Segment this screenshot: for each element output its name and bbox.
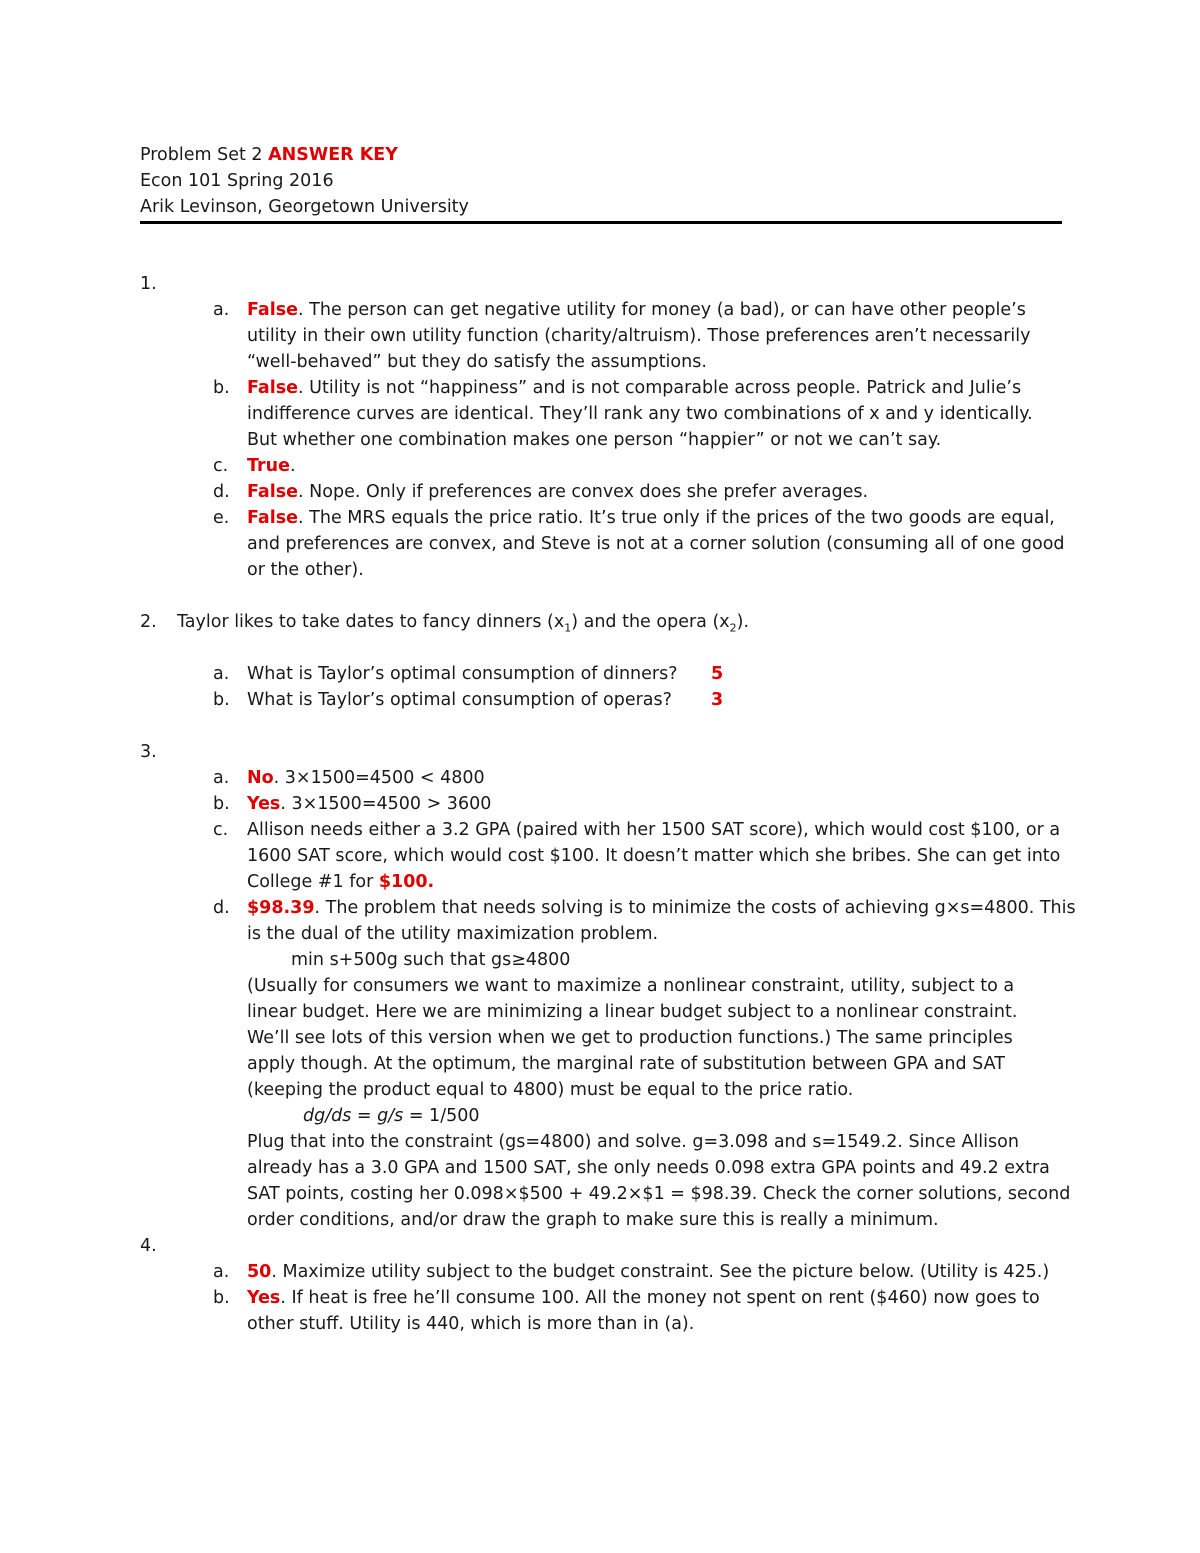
q4b-text-1: . If heat is free he’ll consume 100. All the money not spent on rent ($460) now goes to xyxy=(280,1288,1040,1308)
header-rule xyxy=(140,221,1062,224)
q1b-line-2 xyxy=(140,401,1062,427)
q3-number: 3. xyxy=(140,742,157,762)
q3c-text-1: Allison needs either a 3.2 GPA (paired with her 1500 SAT score), which would cost $100, or a xyxy=(247,820,1061,840)
q3d-line-8 xyxy=(140,1077,1062,1103)
q1b-text-1: . Utility is not “happiness” and is not comparable across people. Patrick and Julie’s xyxy=(298,378,1022,398)
q3d-line-3 xyxy=(140,947,1062,973)
q3c-line-2 xyxy=(140,843,1062,869)
q2-text-1: Taylor likes to take dates to fancy dinners (x xyxy=(177,612,565,632)
q1e-line-1 xyxy=(140,505,1062,531)
q4b-line-2 xyxy=(140,1311,1062,1337)
q1a-text-3: “well-behaved” but they do satisfy the assumptions. xyxy=(247,352,707,372)
q3d-text-10: Plug that into the constraint (gs=4800) and solve. g=3.098 and s=1549.2. Since Allison xyxy=(247,1132,1019,1152)
q1a-answer: False xyxy=(247,300,299,320)
q1b-line-1 xyxy=(140,375,1062,401)
q1e-text-1: . The MRS equals the price ratio. It’s true only if the prices of the two goods are equal, xyxy=(298,508,1055,528)
q4a-marker: a. xyxy=(213,1262,230,1282)
q4b-line-1 xyxy=(140,1285,1062,1311)
q3d-text-6: We’ll see lots of this version when we get to production functions.) The same principles xyxy=(247,1028,1013,1048)
q2b-text: What is Taylor’s optimal consumption of operas? xyxy=(247,690,672,710)
q1e-text-2: and preferences are convex, and Steve is not at a corner solution (consuming all of one good xyxy=(247,534,1065,554)
q1c-line-1 xyxy=(140,453,1062,479)
q4a-answer: 50 xyxy=(247,1262,272,1282)
q1e-line-3 xyxy=(140,557,1062,583)
document-header xyxy=(140,142,1062,220)
q4b-text-2: other stuff. Utility is 440, which is more than in (a). xyxy=(247,1314,695,1334)
q3c-text-2: 1600 SAT score, which would cost $100. It doesn’t matter which she bribes. She can get into xyxy=(247,846,1061,866)
q1-number: 1. xyxy=(140,274,157,294)
q2b-line xyxy=(140,687,1062,713)
q3d-line-10 xyxy=(140,1129,1062,1155)
q3d-line-5 xyxy=(140,999,1062,1025)
q2-text-3: ). xyxy=(736,612,750,632)
author-line: Arik Levinson, Georgetown University xyxy=(140,197,469,217)
q1e-answer: False xyxy=(247,508,299,528)
q3a-line xyxy=(140,765,1062,791)
q3d-eq-1: = xyxy=(351,1106,378,1126)
q3c-text-3: College #1 for xyxy=(247,872,379,892)
q2a-answer: 5 xyxy=(711,664,724,684)
q3a-text: . 3×1500=4500 < 4800 xyxy=(273,768,485,788)
q1a-marker: a. xyxy=(213,300,230,320)
title-text: Problem Set 2 xyxy=(140,145,269,165)
q1e-line-2 xyxy=(140,531,1065,557)
q1d-text-1: . Nope. Only if preferences are convex does she prefer averages. xyxy=(298,482,869,502)
q4b-answer: Yes xyxy=(247,1288,281,1308)
answer-key-label: ANSWER KEY xyxy=(268,145,398,165)
q4-number-line xyxy=(140,1233,1062,1259)
q3d-line-2 xyxy=(140,921,1062,947)
q3d-text-1: . The problem that needs solving is to minimize the costs of achieving g×s=4800. This xyxy=(314,898,1076,918)
q1e-text-3: or the other). xyxy=(247,560,364,580)
q1c-marker: c. xyxy=(213,456,229,476)
q1b-text-2: indifference curves are identical. They’ll rank any two combinations of x and y identically. xyxy=(247,404,1033,424)
q3c-marker: c. xyxy=(213,820,229,840)
q2-text-2: ) and the opera (x xyxy=(571,612,730,632)
q3d-answer: $98.39 xyxy=(247,898,315,918)
q3d-text-11: already has a 3.0 GPA and 1500 SAT, she only needs 0.098 extra GPA points and 49.2 extra xyxy=(247,1158,1050,1178)
q3b-line xyxy=(140,791,1062,817)
q3d-text-8: (keeping the product equal to 4800) must be equal to the price ratio. xyxy=(247,1080,854,1100)
q2-sub-2: 2 xyxy=(729,621,737,635)
q4-number: 4. xyxy=(140,1236,157,1256)
q2b-marker: b. xyxy=(213,690,230,710)
q3b-answer: Yes xyxy=(247,794,281,814)
q1a-text-1: . The person can get negative utility for money (a bad), or can have other people’s xyxy=(298,300,1026,320)
q4a-text: . Maximize utility subject to the budget constraint. See the picture below. (Utility is 425.) xyxy=(271,1262,1050,1282)
q3d-text-2: is the dual of the utility maximization problem. xyxy=(247,924,659,944)
q4b-marker: b. xyxy=(213,1288,230,1308)
q3d-text-7: apply though. At the optimum, the marginal rate of substitution between GPA and SAT xyxy=(247,1054,1005,1074)
q3d-text-13: order conditions, and/or draw the graph to make sure this is really a minimum. xyxy=(247,1210,939,1230)
q3d-text-4: (Usually for consumers we want to maximize a nonlinear constraint, utility, subject to a xyxy=(247,976,1015,996)
q3a-answer: No xyxy=(247,768,274,788)
q3d-text-12: SAT points, costing her 0.098×$500 + 49.2×$1 = $98.39. Check the corner solutions, second xyxy=(247,1184,1071,1204)
answers-body xyxy=(140,271,1076,1337)
q1c-answer: True xyxy=(247,456,290,476)
q3b-marker: b. xyxy=(213,794,230,814)
q3d-text-5: linear budget. Here we are minimizing a linear budget subject to a nonlinear constraint. xyxy=(247,1002,1018,1022)
q3d-line-12 xyxy=(140,1181,1071,1207)
q4a-line xyxy=(140,1259,1062,1285)
q2a-marker: a. xyxy=(213,664,230,684)
q3a-marker: a. xyxy=(213,768,230,788)
q3d-line-9 xyxy=(140,1103,1062,1129)
q3d-marker: d. xyxy=(213,898,230,918)
q3d-derivative: dg/ds xyxy=(303,1106,352,1126)
q1-number-line xyxy=(140,271,1062,297)
q3-number-line xyxy=(140,739,1062,765)
q3d-line-1 xyxy=(140,895,1076,921)
q3c-line-1 xyxy=(140,817,1062,843)
q3d-line-11 xyxy=(140,1155,1062,1181)
q3c-line-3 xyxy=(140,869,1062,895)
q3d-eq-2: = 1/500 xyxy=(403,1106,480,1126)
q1b-text-3: But whether one combination makes one person “happier” or not we can’t say. xyxy=(247,430,942,450)
q1b-marker: b. xyxy=(213,378,230,398)
q2-line xyxy=(140,609,1062,635)
q3d-line-4 xyxy=(140,973,1062,999)
q1b-line-3 xyxy=(140,427,1062,453)
q2-sub-1: 1 xyxy=(564,621,572,635)
q1a-line-3 xyxy=(140,349,1062,375)
q1c-text-1: . xyxy=(289,456,296,476)
q1d-line-1 xyxy=(140,479,1062,505)
q3d-ratio: g/s xyxy=(377,1106,404,1126)
q1b-answer: False xyxy=(247,378,299,398)
q1d-answer: False xyxy=(247,482,299,502)
q3b-text: . 3×1500=4500 > 3600 xyxy=(280,794,492,814)
q3c-answer: $100. xyxy=(378,872,435,892)
q1a-line-1 xyxy=(140,297,1062,323)
q1a-text-2: utility in their own utility function (charity/altruism). Those preferences aren’t necessarily xyxy=(247,326,1031,346)
q3d-formula: min s+500g such that gs≥4800 xyxy=(291,950,571,970)
q3d-line-6 xyxy=(140,1025,1062,1051)
q3d-line-13 xyxy=(140,1207,1062,1233)
q2a-text: What is Taylor’s optimal consumption of dinners? xyxy=(247,664,678,684)
q3d-line-7 xyxy=(140,1051,1062,1077)
title-line xyxy=(140,142,1062,168)
q2a-line xyxy=(140,661,1062,687)
q2-number: 2. xyxy=(140,612,157,632)
q1a-line-2 xyxy=(140,323,1062,349)
q1d-marker: d. xyxy=(213,482,230,502)
course-line: Econ 101 Spring 2016 xyxy=(140,171,334,191)
q2b-answer: 3 xyxy=(711,690,724,710)
q1e-marker: e. xyxy=(213,508,230,528)
